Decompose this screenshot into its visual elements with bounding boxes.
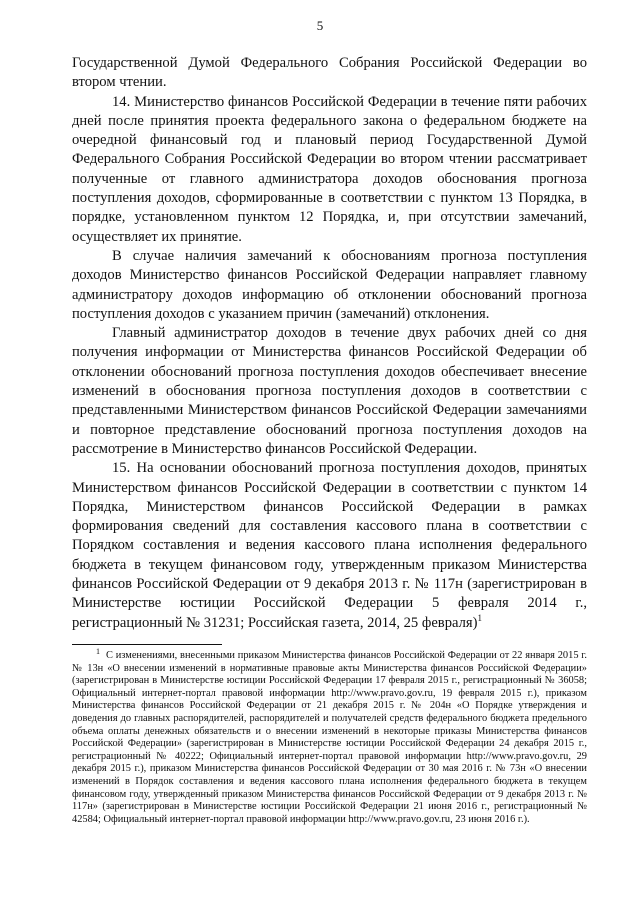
document-body [72, 54, 587, 633]
paragraph-continuation: Государственной Думой Федерального Собрания Российской Федерации во втором чтении. [72, 55, 587, 91]
paragraph-administrator: Главный администратор доходов в течение двух рабочих дней со дня получения информации от Министерства финансов Российской Федерации об отклонении обоснований прогноза поступления доходов обеспечивает внесение изменений в обоснования прогноза поступления доходов в соответствии с представленными Министерством финансов Российской Федерации замечаниями и повторное представление обоснований прогноза поступления доходов на рассмотрение в Министерство финансов Российской Федерации. [72, 325, 587, 457]
footnote-divider [72, 644, 222, 645]
footnote-reference: 1 [477, 612, 482, 623]
footnote [72, 646, 587, 826]
footnote-text: С изменениями, внесенными приказом Министерства финансов Российской Федерации от 22 января 2015 г. № 13н «О внесении изменений в нормативные правовые акты Министерства финансов Российской Федерации» (зарегистрирован в Министерстве юстиции Российской Федерации 17 февраля 2015 г., регистрационный № 36058; Официальный интернет-портал правовой информации http://www.pravo.gov.ru, 19 февраля 2015 г.), приказом Министерства финансов Российской Федерации от 21 декабря 2015 г. № 204н «О Порядке утверждения и доведения до главных распорядителей, распорядителей и получателей средств федерального бюджета предельного объема оплаты денежных обязательств и о внесении изменений в некоторые приказы Министерства финансов Российской Федерации» (зарегистрирован в Министерстве юстиции Российской Федерации 24 декабря 2015 г., регистрационный № 40222; Официальный интернет-портал правовой информации http://www.pravo.gov.ru, 29 декабря 2015 г.), приказом Министерства финансов Российской Федерации от 30 мая 2016 г. № 73н «О внесении изменений в Порядок составления и ведения кассового плана исполнения федерального бюджета в текущем финансовом году, утвержденный приказом Министерства финансов Российской Федерации от 9 декабря 2013 г. № 117н» (зарегистрирован в Министерстве юстиции Российской Федерации 21 июня 2016 г., регистрационный № 42584; Официальный интернет-портал правовой информации http://www.pravo.gov.ru, 23 июня 2016 г.). [72, 650, 587, 825]
page-number: 5 [316, 18, 324, 33]
paragraph-item-14: 14. Министерство финансов Российской Федерации в течение пяти рабочих дней после принятия проекта федерального закона о федеральном бюджете на очередной финансовый год и плановый период Государственной Думой Федерального Собрания Российской Федерации во втором чтении рассматривает полученные от главного администратора доходов обоснования прогноза поступления доходов, сформированные в соответствии с пунктом 13 Порядка, в порядке, установленном пунктом 12 Порядка, и, при отсутствии замечаний, осуществляет их принятие. [72, 93, 587, 245]
paragraph-remarks: В случае наличия замечаний к обоснованиям прогноза поступления доходов Министерство финансов Российской Федерации направляет главному администратору доходов информацию об отклонении обоснований прогноза поступления доходов с указанием причин (замечаний) отклонения. [72, 247, 587, 322]
paragraph-item-15 [72, 459, 587, 633]
paragraph-item-15-text: 15. На основании обоснований прогноза поступления доходов, принятых Министерством финансов Российской Федерации в соответствии с пунктом 14 Порядка, Министерством финансов Российской Федерации в рамках формирования сведений для составления кассового плана в соответствии с Порядком составления и ведения кассового плана исполнения федерального бюджета в текущем финансовом году, утвержденным приказом Министерства финансов Российской Федерации от 9 декабря 2013 г. № 117н (зарегистрирован в Министерстве юстиции Российской Федерации 5 февраля 2014 г., регистрационный № 31231; Российская газета, 2014, 25 февраля) [72, 460, 587, 631]
footnote-mark: 1 [96, 646, 100, 656]
